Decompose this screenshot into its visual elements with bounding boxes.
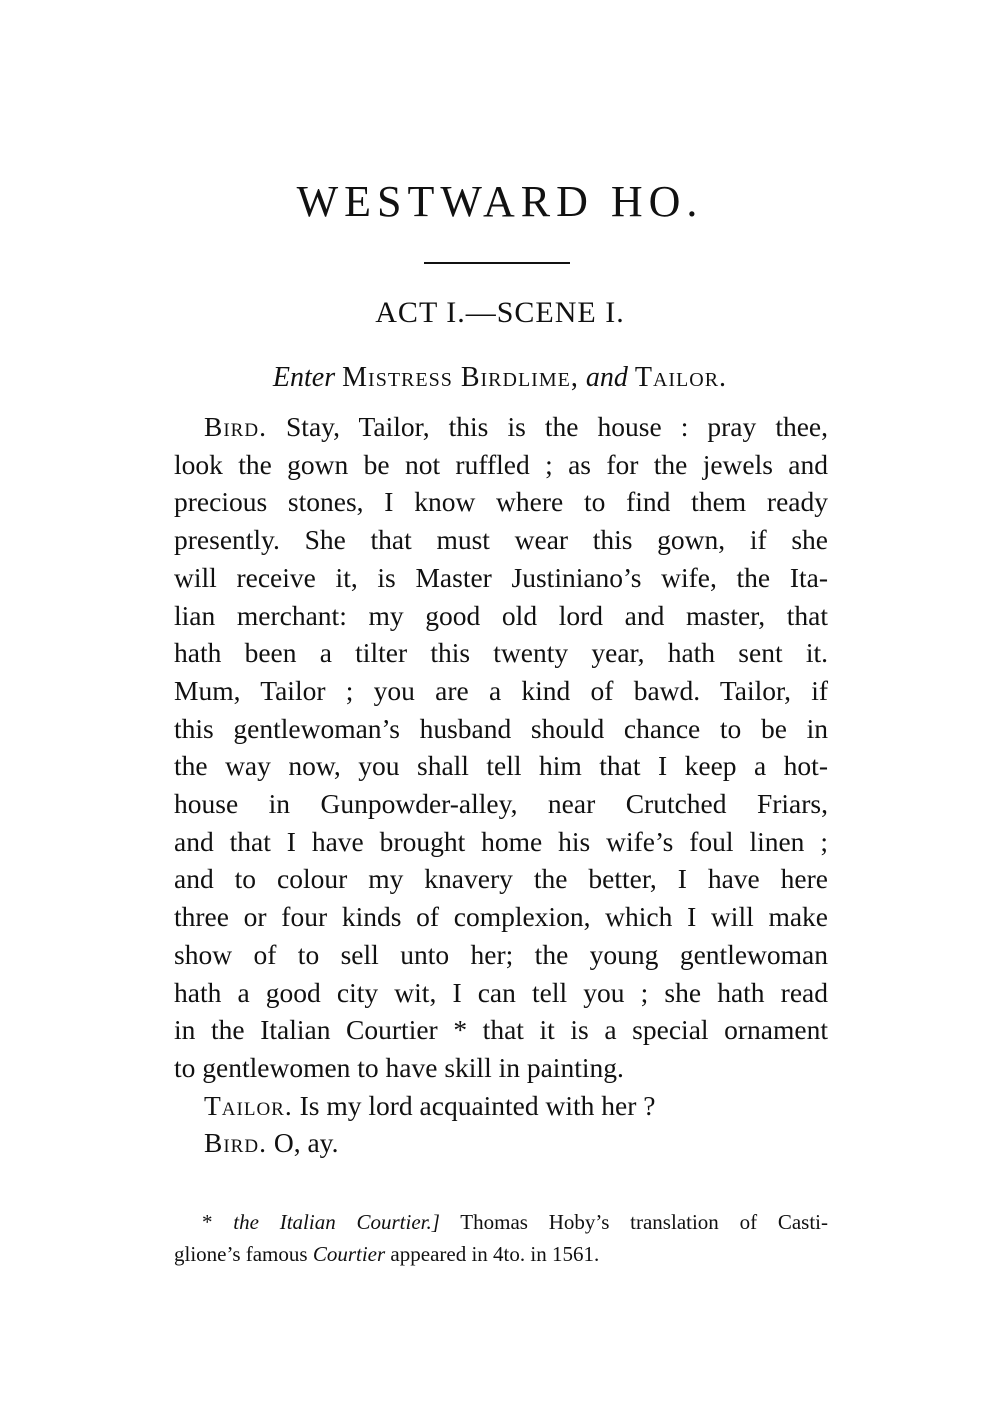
speech-text: Is my lord acquainted with her ? [299,1089,656,1121]
speech-line: look the gown be not ruffled ; as for the jewels and [174,448,828,480]
speech-line: Mum, Tailor ; you are a kind of bawd. Tailor, if [174,674,828,706]
speech-text: O, ay. [273,1127,339,1159]
footnote-line [174,1238,828,1270]
speech-line: and that I have brought home his wife’s foul linen ; [174,825,828,857]
speech-line: the way now, you shall tell him that I keep a hot- [174,750,828,782]
stage-direction-and: and [585,362,628,393]
footnote-reference: the Italian Courtier.] [233,1210,440,1234]
speech-line: house in Gunpowder-alley, near Crutched Friars, [174,788,828,820]
play-title: WESTWARD HO. [296,177,704,226]
speaker-name: Tailor. [204,1089,293,1121]
speech-line: three or four kinds of complexion, which I will make [174,901,828,933]
stage-direction-enter: Enter [272,362,336,393]
speech-line: in the Italian Courtier * that it is a special ornament [174,1014,828,1046]
speech-line: show of to sell unto her; the young gentlewoman [174,938,828,970]
scene-heading: ACT I.—SCENE I. [375,296,625,329]
stage-direction [0,362,1000,394]
speech-text: Stay, Tailor, this is the house : pray thee, [286,411,828,442]
speech-line: this gentlewoman’s husband should chance to be in [174,712,828,744]
speech-line: will receive it, is Master Justiniano’s wife, the Ita- [174,561,828,593]
footnote-text: glione’s famous [174,1242,308,1266]
speech-line: presently. She that must wear this gown, if she [174,524,828,556]
footnote-text: appeared in 4to. in 1561. [390,1242,600,1266]
speech-line [174,1124,828,1162]
stage-direction-character-birdlime: Mistress Birdlime, [342,362,579,393]
speech-line: lian merchant: my good old lord and master, that [174,599,828,631]
speech-line: hath a good city wit, I can tell you ; she hath read [174,976,828,1008]
footnote-marker: * [202,1210,213,1234]
speaker-name: Bird. [204,1127,267,1159]
footnote-line [174,1206,828,1238]
footnote-text: Thomas Hoby’s translation of Casti- [460,1210,828,1234]
speech-line [174,408,828,446]
footnote-italic-title: Courtier [312,1242,386,1266]
speech-line: precious stones, I know where to find them ready [174,486,828,518]
dialogue [174,408,828,1162]
speech-line [174,1087,828,1125]
footnote [174,1206,828,1270]
title-divider [424,262,570,264]
speech-line: to gentlewomen to have skill in painting. [174,1051,624,1083]
speech-line: hath been a tilter this twenty year, hath sent it. [174,637,828,669]
stage-direction-character-tailor: Tailor. [634,362,728,393]
speaker-name: Bird. [204,411,267,442]
speech-line: and to colour my knavery the better, I have here [174,863,828,895]
